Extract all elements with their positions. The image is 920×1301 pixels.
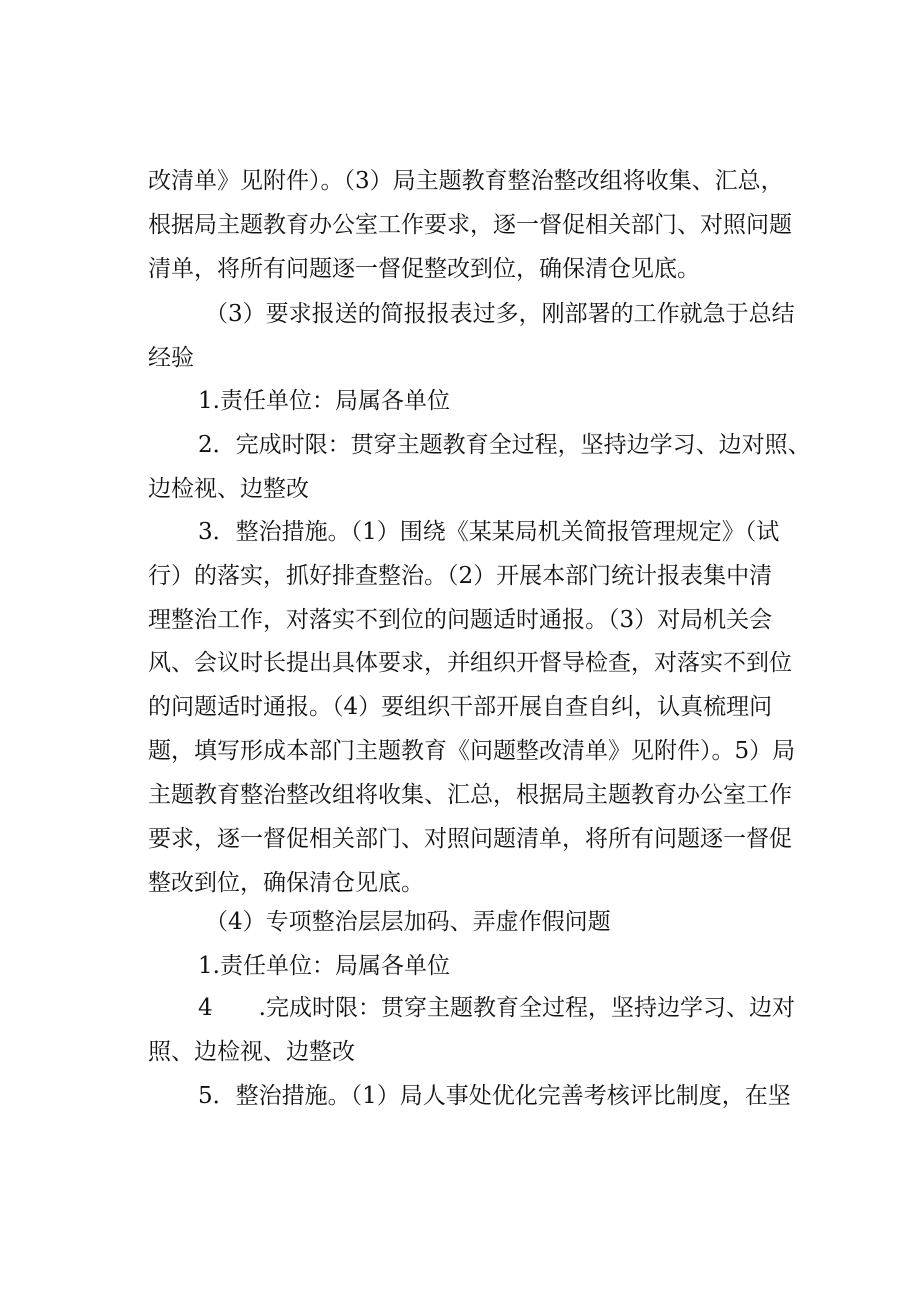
text-line: 5．整治措施。（1）局人事处优化完善考核评比制度，在坚 bbox=[198, 1083, 791, 1109]
text-line: 行）的落实，抓好排查整治。（2）开展本部门统计报表集中清 bbox=[148, 563, 773, 589]
text-line: 整改到位，确保清仓见底。 bbox=[148, 870, 424, 896]
text-line: 经验 bbox=[148, 345, 194, 371]
text-line: 照、边检视、边整改 bbox=[148, 1039, 355, 1065]
text-line: 1.责任单位：局属各单位 bbox=[198, 953, 450, 979]
text-line: 3．整治措施。（1）围绕《某某局机关简报管理规定》（试 bbox=[198, 519, 780, 545]
text-line: 2．完成时限：贯穿主题教育全过程，坚持边学习、边对照、 bbox=[198, 432, 811, 458]
text-line: 根据局主题教育办公室工作要求，逐一督促相关部门、对照问题 bbox=[148, 212, 792, 238]
text-line: 题，填写形成本部门主题教育《问题整改清单》见附件）。5）局 bbox=[148, 738, 796, 764]
text-line: 的问题适时通报。（4）要组织干部开展自查自纠，认真梳理问 bbox=[148, 694, 773, 720]
text-line: 风、会议时长提出具体要求，并组织开督导检查，对落实不到位 bbox=[148, 650, 792, 676]
text-line: 边检视、边整改 bbox=[148, 476, 309, 502]
section-heading: （3）要求报送的简报报表过多，刚部署的工作就急于总结 bbox=[205, 301, 795, 327]
section-heading: （4）专项整治层层加码、弄虚作假问题 bbox=[205, 909, 611, 935]
text-line: 改清单》见附件）。（3）局主题教育整治整改组将收集、汇总， bbox=[148, 168, 784, 194]
text-line: 要求，逐一督促相关部门、对照问题清单，将所有问题逐一督促 bbox=[148, 826, 792, 852]
text-line: 4 .完成时限：贯穿主题教育全过程，坚持边学习、边对 bbox=[198, 995, 795, 1021]
text-line: 主题教育整治整改组将收集、汇总，根据局主题教育办公室工作 bbox=[148, 782, 792, 808]
text-line: 1.责任单位：局属各单位 bbox=[198, 388, 450, 414]
text-line: 清单，将所有问题逐一督促整改到位，确保清仓见底。 bbox=[148, 256, 700, 282]
text-line: 理整治工作，对落实不到位的问题适时通报。（3）对局机关会 bbox=[148, 607, 773, 633]
